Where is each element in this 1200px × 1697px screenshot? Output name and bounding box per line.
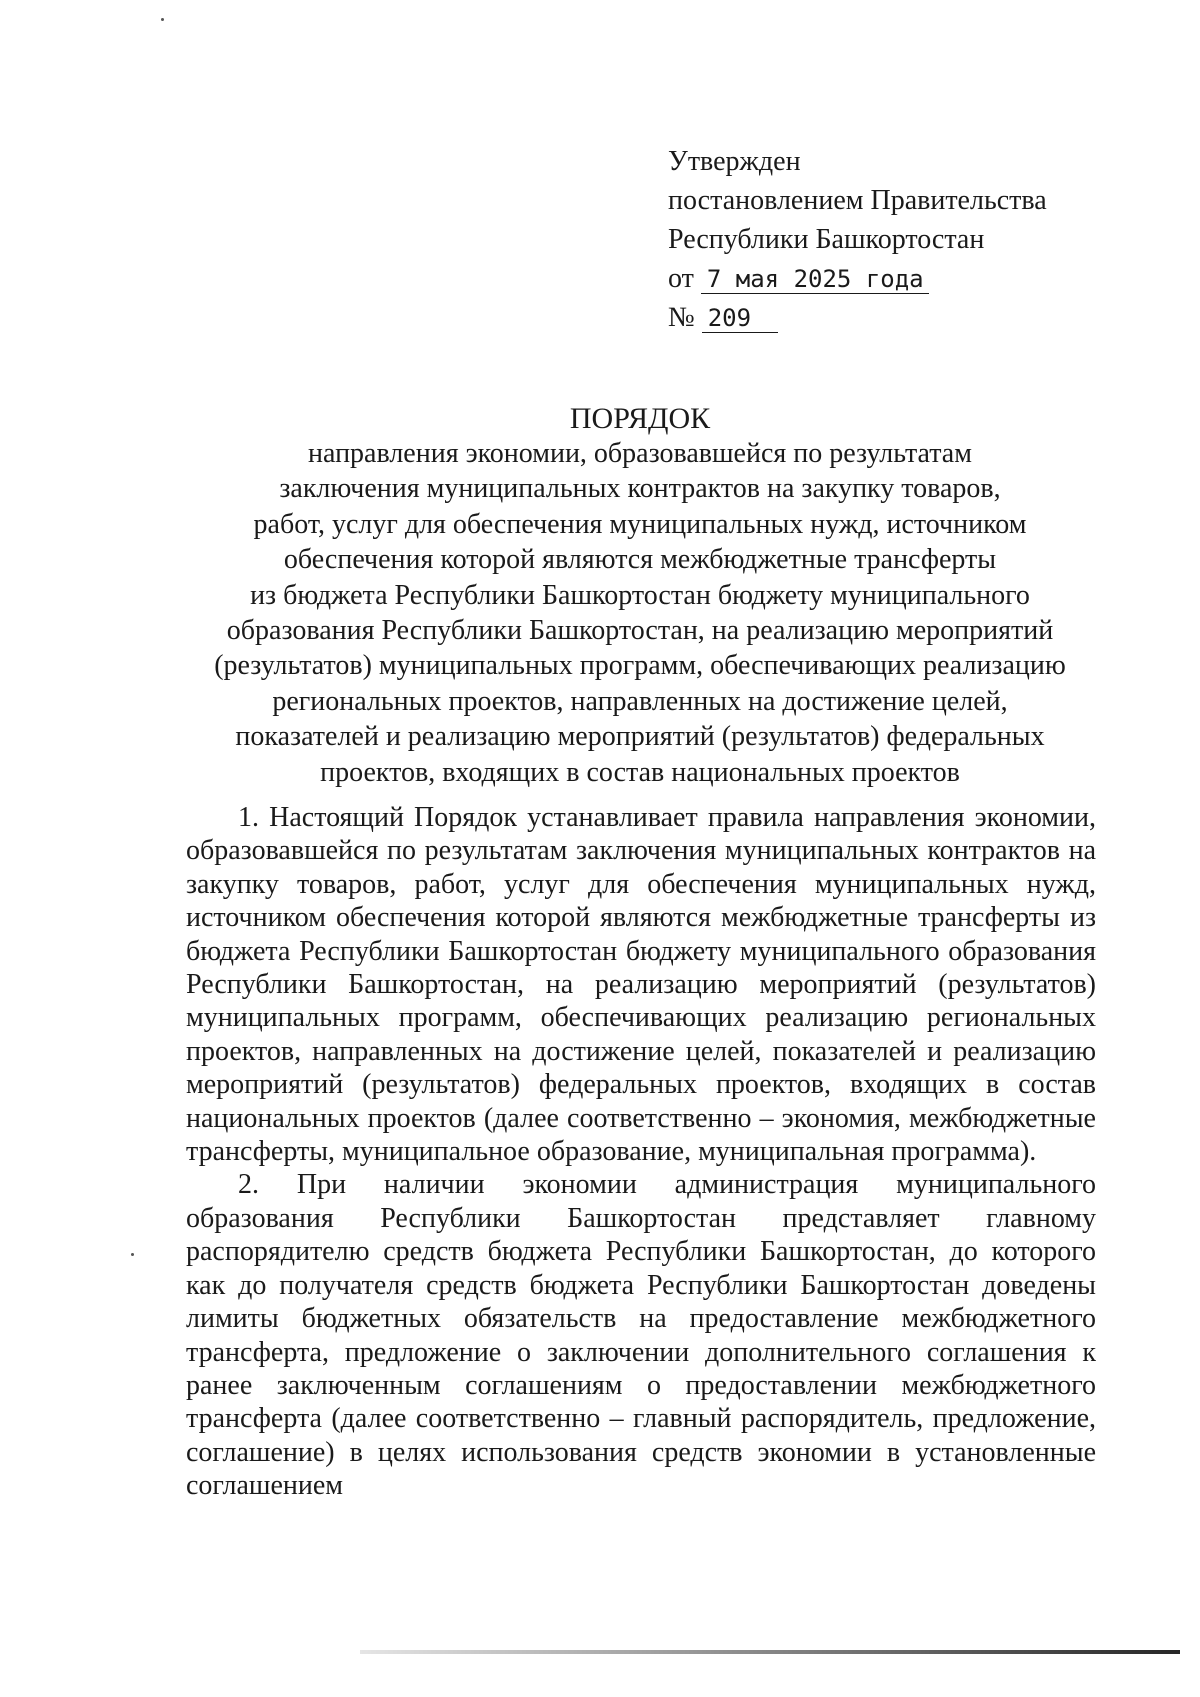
scan-speck [131, 1253, 134, 1256]
document-body [186, 801, 1096, 1503]
approval-number: 209 [702, 304, 778, 333]
approval-line-1: Утвержден [668, 146, 801, 177]
subtitle-line: региональных проектов, направленных на достижение целей, [272, 685, 1008, 717]
scan-edge-line [360, 1650, 1180, 1654]
subtitle-line: (результатов) муниципальных программ, обеспечивающих реализацию [214, 650, 1066, 682]
approval-block [668, 142, 1088, 337]
approval-number-line [668, 298, 1088, 337]
approval-date-line [668, 259, 1088, 298]
subtitle-line: показателей и реализацию мероприятий (результатов) федеральных [235, 721, 1045, 753]
approval-date: 7 мая 2025 года [701, 265, 929, 294]
subtitle-line: проектов, входящих в состав национальных проектов [320, 756, 960, 788]
document-subtitle [180, 436, 1100, 790]
approval-line-2: постановлением Правительства [668, 185, 1047, 216]
scan-speck [161, 18, 164, 21]
approval-line-3: Республики Башкортостан [668, 224, 985, 255]
subtitle-line: образования Республики Башкортостан, на реализацию мероприятий [226, 615, 1054, 647]
subtitle-line: работ, услуг для обеспечения муниципальных нужд, источником [253, 508, 1027, 540]
subtitle-line: заключения муниципальных контрактов на закупку товаров, [279, 473, 1001, 505]
subtitle-line: направления экономии, образовавшейся по результатам [308, 438, 972, 469]
document-title: ПОРЯДОК [569, 402, 711, 435]
subtitle-line: из бюджета Республики Башкортостан бюджету муниципального [250, 579, 1030, 611]
paragraph-2: 2. При наличии экономии администрация муниципального образования Республики Башкортостан представляет главному распорядителю средств бюджета Республики Башкортостан, до которого как до получателя средств бюджета Республики Башкортостан доведены лимиты бюджетных обязательств на предоставление межбюджетного трансферта, предложение о заключении дополнительного соглашения к ранее заключенным соглашениям о предоставлении межбюджетного трансферта (далее соответственно – главный распорядитель, предложение, соглашение) в целях использования средств экономии в установленные соглашением [186, 1169, 1096, 1502]
subtitle-line: обеспечения которой являются межбюджетные трансферты [283, 544, 997, 576]
paragraph-1: 1. Настоящий Порядок устанавливает правила направления экономии, образовавшейся по результатам заключения муниципальных контрактов на закупку товаров, работ, услуг для обеспечения муниципальных нужд, источником обеспечения которой являются межбюджетные трансферты из бюджета Республики Башкортостан бюджету муниципального образования Республики Башкортостан, на реализацию мероприятий (результатов) муниципальных программ, обеспечивающих реализацию региональных проектов, направленных на достижение целей, показателей и реализацию мероприятий (результатов) федеральных проектов, входящих в состав национальных проектов (далее соответственно – экономия, межбюджетные трансферты, муниципальное образование, муниципальная программа). [186, 802, 1096, 1168]
number-prefix: № [668, 302, 695, 333]
date-prefix: от [668, 263, 694, 294]
